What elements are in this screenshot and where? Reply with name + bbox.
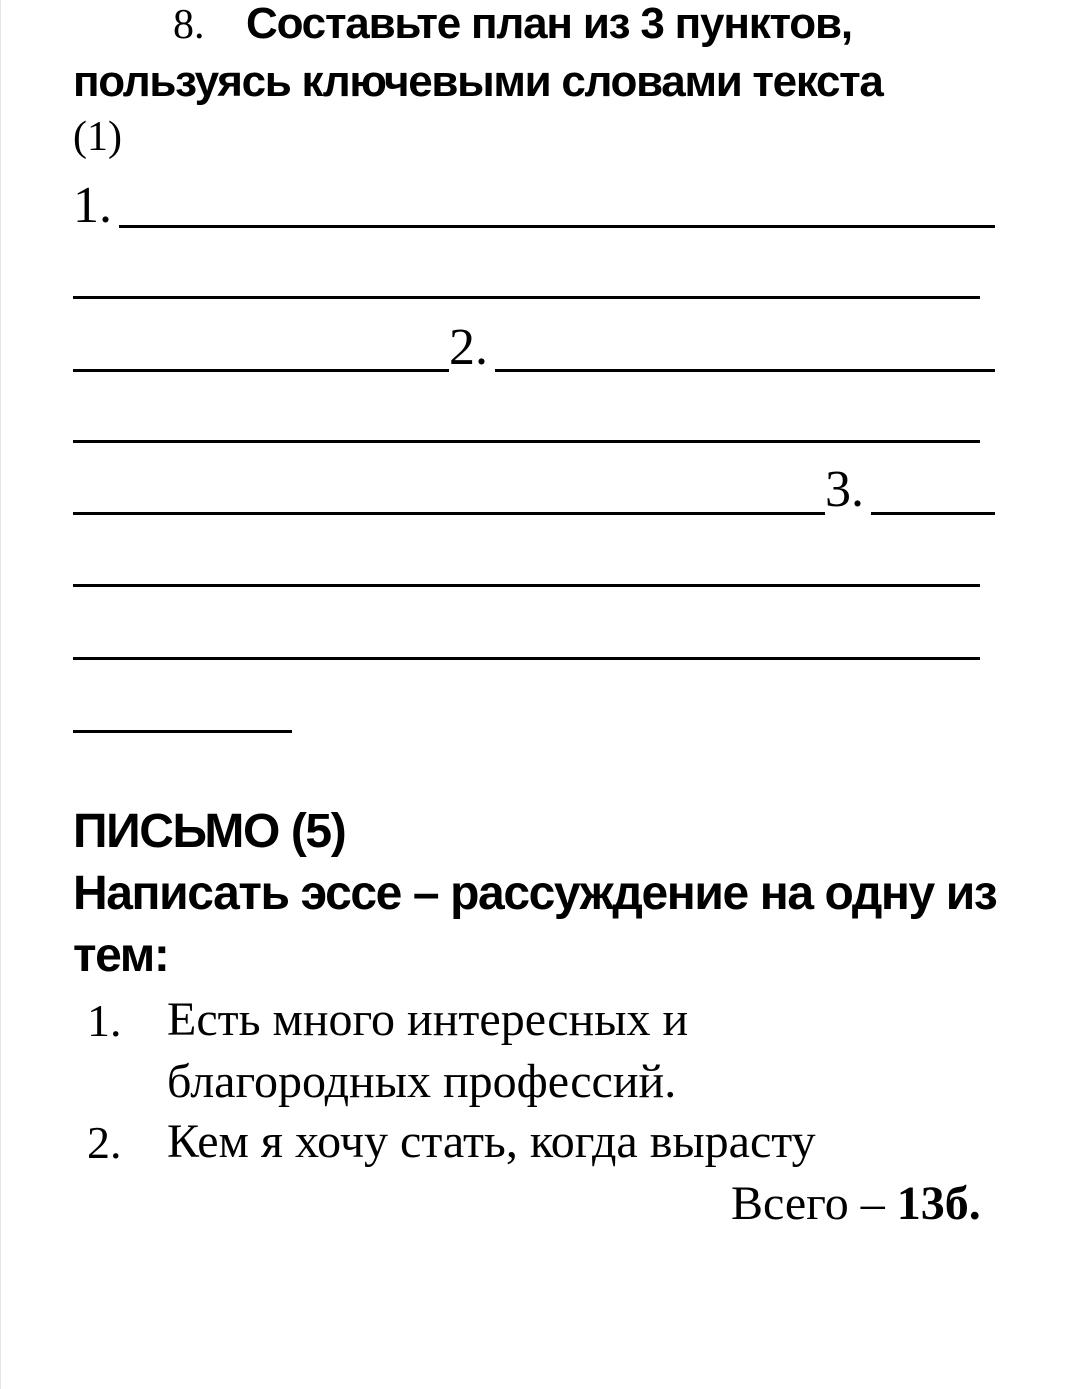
answer-line[interactable] bbox=[495, 369, 995, 372]
plan-label-1: 1. bbox=[73, 177, 112, 234]
answer-line[interactable] bbox=[73, 730, 292, 733]
total-label: Всего – bbox=[731, 1177, 897, 1230]
total-score bbox=[731, 1177, 981, 1230]
answer-line[interactable] bbox=[871, 512, 995, 515]
topic-number: 1. bbox=[87, 995, 122, 1046]
task-title-line-2: пользуясь ключевыми словами текста bbox=[73, 57, 883, 106]
task-title-line-1: Составьте план из 3 пунктов, bbox=[246, 0, 852, 48]
answer-line[interactable] bbox=[73, 657, 980, 660]
task-points: (1) bbox=[73, 114, 122, 160]
plan-label-2: 2. bbox=[449, 319, 488, 376]
essay-instruction-line-1: Написать эссе – рассуждение на одну из bbox=[73, 867, 997, 920]
answer-line[interactable] bbox=[73, 440, 980, 443]
answer-line[interactable] bbox=[73, 369, 449, 372]
topic-text-line-2: благородных профессий. bbox=[167, 1055, 677, 1108]
answer-line[interactable] bbox=[119, 225, 995, 228]
task-number: 8. bbox=[173, 2, 205, 48]
topic-number: 2. bbox=[87, 1117, 122, 1168]
essay-instruction-line-2: тем: bbox=[73, 929, 169, 982]
plan-label-3: 3. bbox=[825, 461, 864, 518]
section-title: ПИСЬМО (5) bbox=[73, 805, 346, 858]
answer-line[interactable] bbox=[73, 512, 825, 515]
topic-text-line-1: Кем я хочу стать, когда вырасту bbox=[167, 1115, 816, 1168]
topic-text-line-1: Есть много интересных и bbox=[167, 993, 689, 1046]
answer-line[interactable] bbox=[73, 296, 980, 299]
total-value: 13б. bbox=[896, 1177, 981, 1230]
answer-line[interactable] bbox=[73, 584, 980, 587]
